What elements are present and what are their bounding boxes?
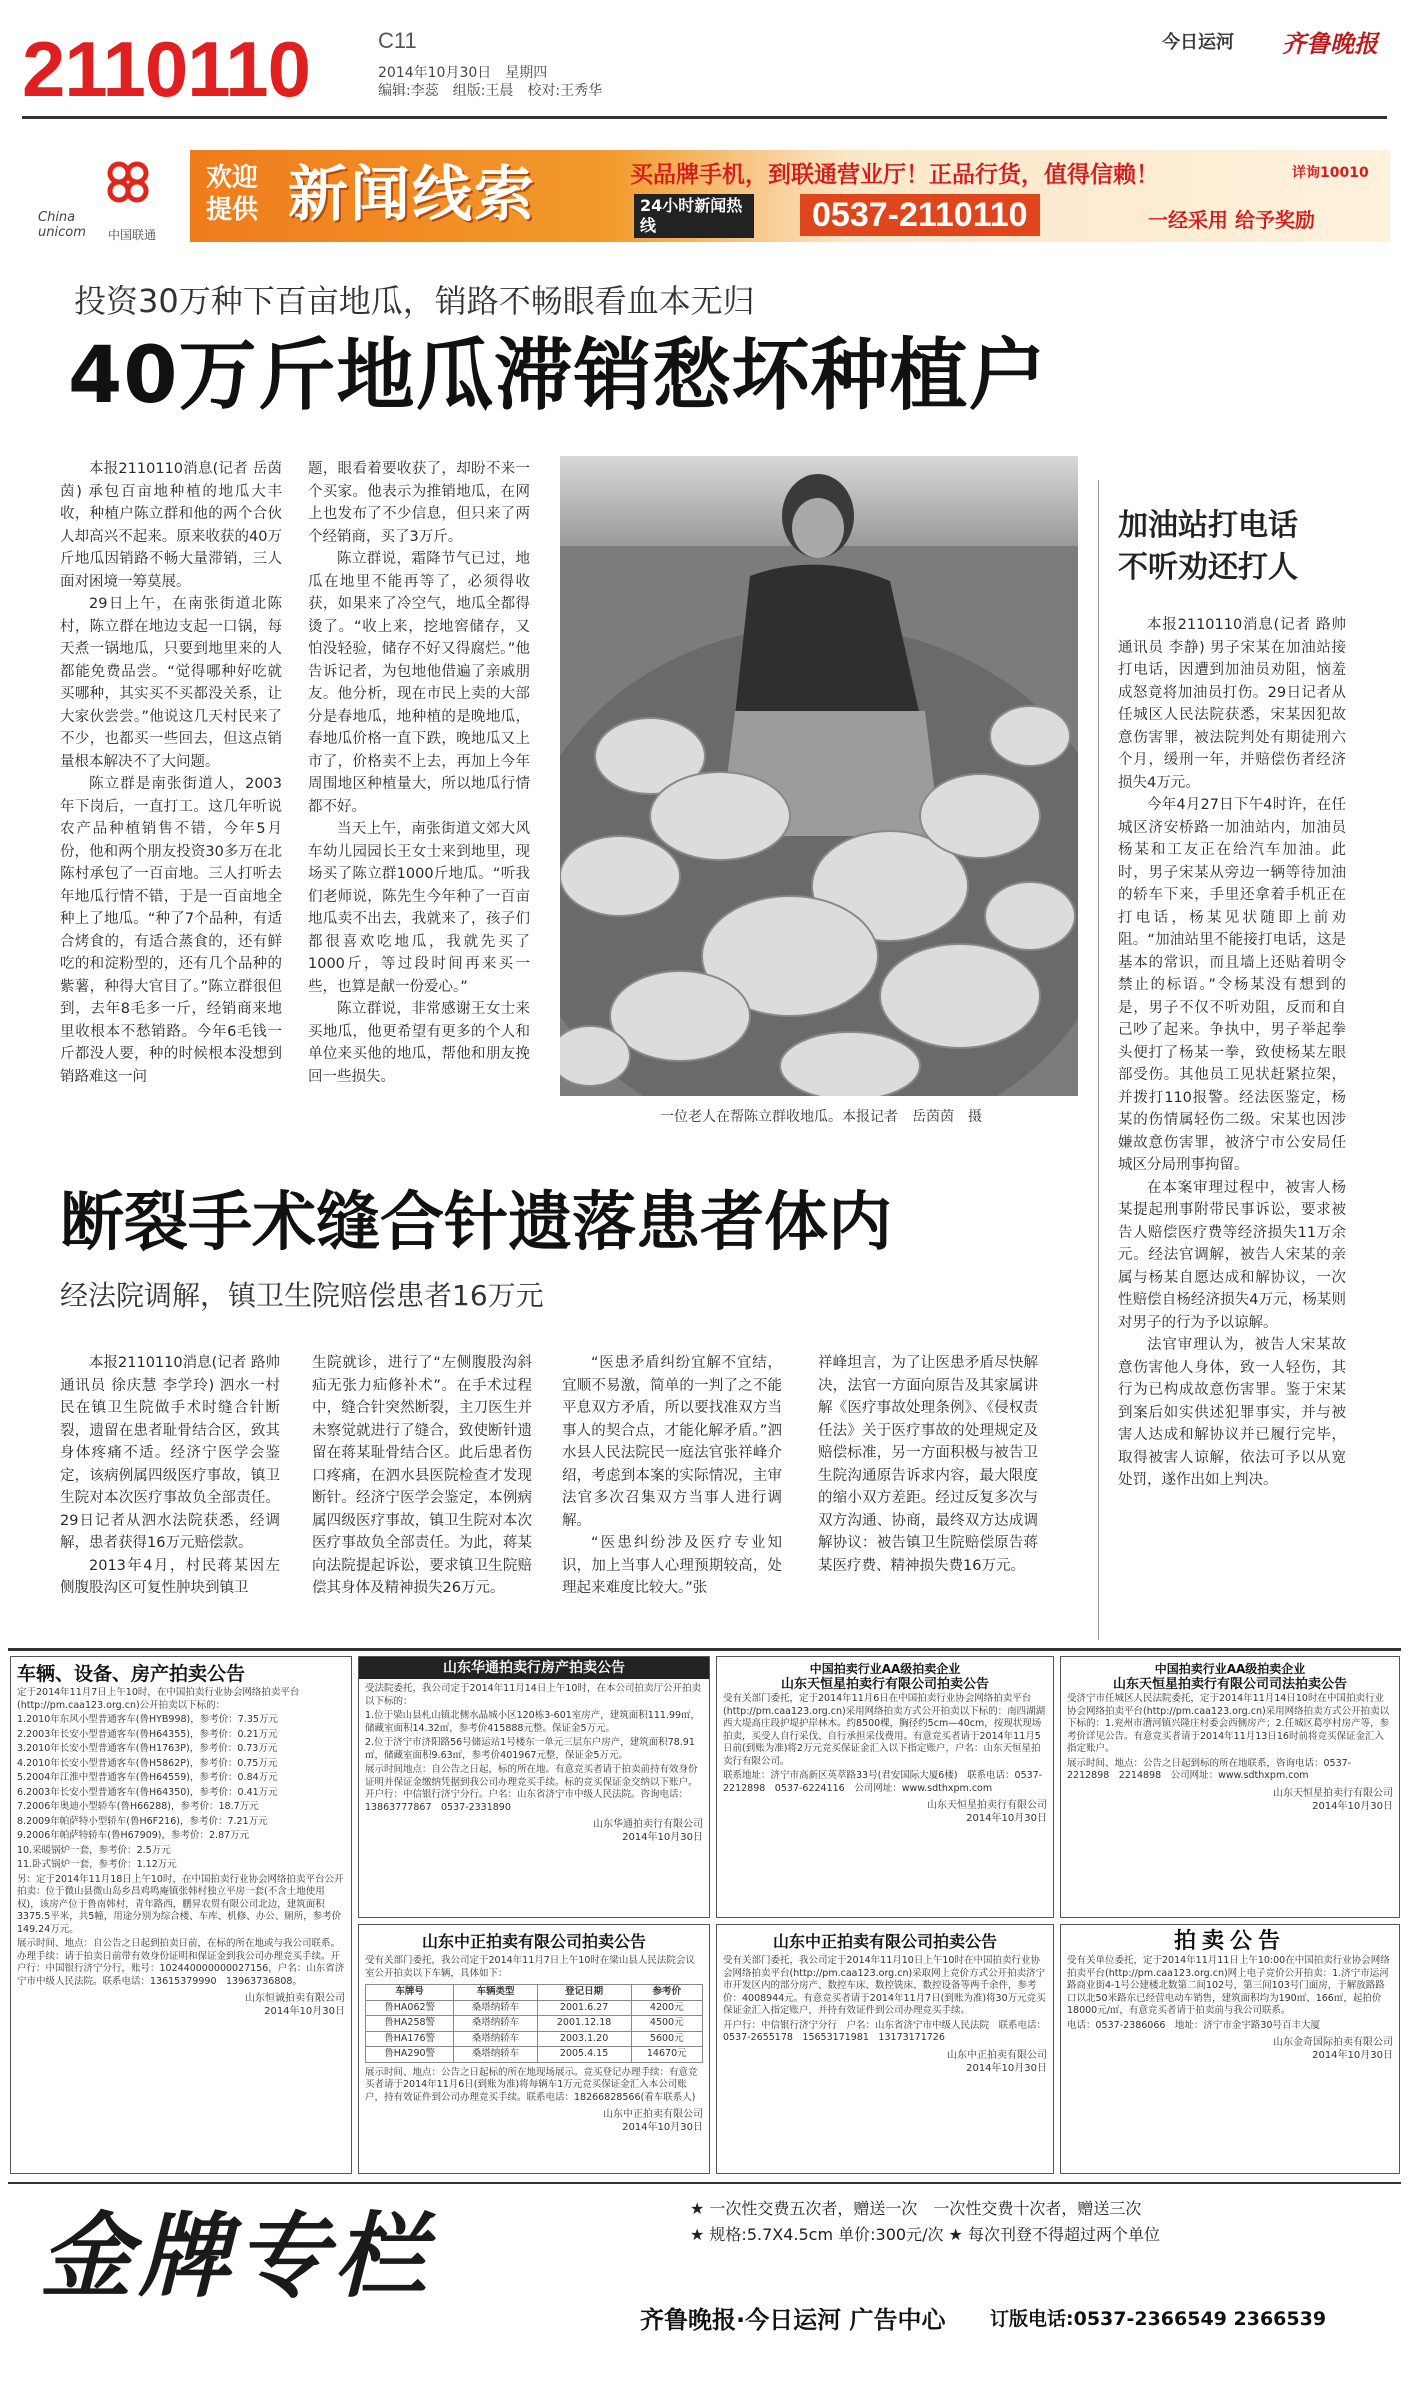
banner-big-title: 新闻线索 (288, 160, 536, 230)
ad-item: 4.2010年长安小型普通客车(鲁H5862P)，参考价：0.75万元 (17, 1757, 278, 1769)
table-cell: 4500元 (631, 2016, 702, 2032)
ad-sign-company: 山东恒诚拍卖有限公司 (245, 1993, 345, 2004)
ad-signature (1067, 2036, 1393, 2062)
table-cell: 2005.4.15 (537, 2047, 631, 2063)
ad-tianhengxing-judicial (1060, 1656, 1400, 1918)
table-header: 车辆类型 (454, 1985, 537, 2001)
ad-item: 11.卧式锅炉一套，参考价：1.12万元 (17, 1859, 177, 1870)
ad-sign-date: 2014年10月30日 (1312, 1800, 1393, 1812)
table-cell: 2001.12.18 (537, 2016, 631, 2032)
article2-para: “医患矛盾纠纷宜解不宜结，宜顺不易激，简单的一判了之不能平息双方矛盾，所以要找准双方当事人的契合点，才能化解矛盾。”泗水县人民法院民一庭法官张祥峰介绍，考虑到本案的实际情况，主审法官多次召集双方当事人进行调解。 (562, 1355, 782, 1529)
ad-signature (17, 1992, 345, 2018)
sidebar-para: 在本案审理过程中，被害人杨某提起刑事附带民事诉讼，要求被告人赔偿医疗费等经济损失11万余元。经法官调解，被告人宋某的亲属与杨某自愿达成和解协议，一次性赔偿自杨经济损失4万元，杨某则对男子的行为予以谅解。 (1118, 1179, 1346, 1331)
article2-subhead: 经法院调解，镇卫生院赔偿患者16万元 (60, 1279, 544, 1312)
table-cell: 桑塔纳轿车 (454, 2047, 537, 2063)
ad-body: 受济宁市任城区人民法院委托，定于2014年11月14日10时在中国拍卖行业协会网络拍卖平台(http://pm.caa123.org.cn)采用网络拍卖方式公开拍卖以下标的：1.兖州市漕河镇兴隆庄村委会西侧房产；2.任城区葛亭村房产等，参考价详见公告。有意竞买者请于2014年11月13日16时前将竞买保证金汇入指定账户。 (1067, 1693, 1390, 1754)
ad-item: 2.位于济宁市济阳路56号储运站1号楼东一单元三层东户房产，建筑面积78.91㎡，储藏室面积9.63㎡，参考价401967元整，保证金5万元。 (365, 1737, 695, 1761)
ad-top-line: 中国拍卖行业AA级拍卖企业 (809, 1662, 961, 1676)
ad-body: 受有关部门委托，定于2014年11月6日在中国拍卖行业协会网络拍卖平台(http://pm.caa123.org.cn)采用网络拍卖方式公开拍卖以下标的：南四湖湖西大堤高庄段护堤护岸林木。约8500棵，胸径约5cm—40cm，按现状现场拍卖，买受人自行采伐、自行承担采伐费用。有意竞买者请于2014年11月5日前(到账为准)将2万元竞买保证金汇入以下指定账户，户名：山东天恒星拍卖行有限公司。 (723, 1693, 1046, 1767)
sidebar-headline (1118, 505, 1378, 589)
ad-title: 拍卖公告 (1173, 1929, 1286, 1954)
article1-para: 当天上午，南张街道文郊大风车幼儿园园长王女士来到地里，现场买了陈立群1000斤地瓜。“听我们老师说，陈先生今年种了一百亩地瓜卖不出去，我就来了，孩子们都很喜欢吃地瓜，我就先买了1000斤，等过段时间再来买一些，也算是献一份爱心。” (308, 821, 530, 995)
footer-phone: 订版电话:0537-2366549 2366539 (990, 2308, 1327, 2330)
ad-sign-date: 2014年10月30日 (1312, 2050, 1393, 2061)
ad-intro: 定于2014年11月7日上午10时，在中国拍卖行业协会网络拍卖平台(http://pm.caa123.org.cn)公开拍卖以下标的： (17, 1687, 300, 1711)
sweet-potato-photo (560, 456, 1078, 1096)
article2-column-3 (562, 1352, 782, 1642)
banner-phone: 0537-2110110 (800, 194, 1040, 236)
ad-sign-date: 2014年10月30日 (622, 2122, 703, 2133)
editors-line: 编辑:李蕊 组版:王晨 校对:王秀华 (378, 83, 603, 99)
banner-slogan: 买品牌手机，到联通营业厅！正品行货，值得信赖！ (630, 162, 1159, 188)
table-cell: 鲁HA258警 (366, 2016, 454, 2032)
article2-para: 2013年4月，村民蒋某因左侧腹股沟区可复性肿块到镇卫 (60, 1557, 280, 1596)
article2-column-1 (60, 1352, 280, 1642)
table-cell: 鲁HA290警 (366, 2047, 454, 2063)
unicom-logo-icon (102, 156, 154, 208)
table-cell: 桑塔纳轿车 (454, 2000, 537, 2016)
ad-signature (365, 2108, 703, 2134)
ad-contact: 展示时间、地点：公告之日起标的所在地现场展示。竞买登记办理手续：有意竞买者请于2014年11月6日(到账为准)将每辆车1万元竞买保证金汇入本公司账户，持有效证件到公司办理竞买手续。联系电话：18266828566(看车联系人) (365, 2066, 698, 2103)
ad-general-auction (1060, 1924, 1400, 2174)
ad-contact: 开户行：中信银行济宁分行 户名：山东省济宁市中级人民法院 联系电话：0537-2655178 15653171981 13173171726 (723, 2019, 1047, 2043)
table-header-row (366, 1985, 703, 2001)
ad-title: 山东华通拍卖行房产拍卖公告 (359, 1657, 709, 1679)
article1-para: 陈立群说，霜降节气已过，地瓜在地里不能再等了，必须得收获，如果来了冷空气，地瓜全都得烫了。“收上来，挖地窖储存，又怕没轻验，储存不好又得腐烂。”他告诉记者，为包地他借遍了亲戚朋友。他分析，现在市民上卖的大部分是春地瓜，地种植的是晚地瓜，春地瓜价格一直下跌，晚地瓜又上市了，价格卖不上去，再加上今年周围地区种植量大，所以地瓜行情都不好。 (308, 551, 530, 815)
article1-kicker: 投资30万种下百亩地瓜，销路不畅眼看血本无归 (74, 282, 755, 320)
date-line: 2014年10月30日 星期四 (378, 65, 548, 81)
ad-contact: 联系地址：济宁市高新区英萃路33号(君安国际大厦6楼) 联系电话：0537-2212898 0537-6224116 公司网址：www.sdthxpm.com (723, 1770, 1043, 1794)
unicom-banner (30, 146, 1390, 246)
ad-item: 1.位于梁山县札山镇北侧水晶城小区120栋3-601室房产，建筑面积111.99㎡，储藏室面积14.32㎡，参考价415888元整。保证金5万元。 (365, 1710, 701, 1734)
ad-intro: 受法院委托，我公司定于2014年11月14日上午10时，在本公司拍卖厅公开拍卖以下标的： (365, 1683, 701, 1707)
ad-item: 9.2006年帕萨特轿车(鲁H67909)，参考价：2.87万元 (17, 1830, 250, 1841)
article2-para: 生院就诊，进行了“左侧腹股沟斜疝无张力疝修补术”。在手术过程中，缝合针突然断裂，主刀医生并未察觉就进行了缝合，致使断针遗留在蒋某耻骨结合区。此后患者伤口疼痛，在泗水县医院检查才发现断针。经济宁医学会鉴定，本例病属四级医疗事故，镇卫生院对本次医疗事故负全部责任。为此，蒋某向法院提起诉讼，要求镇卫生院赔偿其身体及精神损失26万元。 (312, 1355, 532, 1596)
ad-sign-company: 山东天恒星拍卖行有限公司 (1273, 1787, 1393, 1799)
article1-para: 题，眼看着要收获了，却盼不来一个买家。他表示为推销地瓜，在网上也发布了不少信息，但只来了两个经销商，买了3万斤。 (308, 461, 530, 545)
newspaper-logo: 齐鲁晚报 (1282, 29, 1378, 58)
ad-sign-date: 2014年10月30日 (622, 1832, 703, 1843)
ad-top-line: 中国拍卖行业AA级拍卖企业 (1154, 1662, 1306, 1676)
article1-para: 陈立群是南张街道人，2003年下岗后，一直打工。这几年听说农产品种植销售不错，今年5月份，他和两个朋友投资30多万在北陈村承包了一百亩地。三人打听去年地瓜行情不错，于是一百亩地全种上了地瓜。“种了7个品种，有适合烤食的，有适合蒸食的，还有鲜吃的和淀粉型的，还有几个品种的紫薯，种得大官目了。”陈立群很但到，去年8毛多一斤，经销商来地里收根本不愁销路。今年6毛钱一斤都没人要，种的时候根本没想到销路难这一问 (60, 776, 282, 1085)
ad-contact: 展示时间地点：自公告之日起，标的所在地。有意竞买者请于拍卖前持有效身份证明并保证金缴纳凭据到我公司办理竞买手续。标的竞买保证金交纳以下账户。开户行：中信银行济宁分行。户名：山东省济宁市中级人民法院。咨询电话：13863777867 0537-2331890 (365, 1764, 698, 1813)
table-cell: 2003.1.20 (537, 2031, 631, 2047)
article1-headline: 40万斤地瓜滞销愁坏种植户 (68, 331, 1048, 421)
table-cell: 2001.6.27 (537, 2000, 631, 2016)
sidebar-para: 法官审理认为，被告人宋某故意伤害他人身体，致一人轻伤，其行为已构成故意伤害罪。鉴于宋某到案后如实供述犯罪事实，并与被害人达成和解协议并已履行完毕，取得被害人谅解，依法可予以从宽处罚，遂作出如上判决。 (1118, 1337, 1346, 1488)
table-cell: 14670元 (631, 2047, 702, 2063)
sidebar-divider (1098, 480, 1099, 1640)
article1-para: 本报2110110消息(记者 岳茵茵) 承包百亩地种植的地瓜大丰收，种植户陈立群和他的两个合伙人却高兴不起来。原来收获的40万斤地瓜因销路不畅大量滞销，三人面对困境一筹莫展。 (60, 461, 282, 590)
ad-sign-date: 2014年10月30日 (966, 1813, 1047, 1824)
ad-vehicle-auction (10, 1656, 352, 2174)
banner-hours: 24小时新闻热线 (634, 194, 754, 238)
ad-item: 8.2009年帕萨特小型轿车(鲁H6F216)，参考价：7.21万元 (17, 1815, 268, 1827)
table-cell: 桑塔纳轿车 (454, 2031, 537, 2047)
article1-column-1 (60, 458, 282, 1148)
ad-title: 山东中正拍卖有限公司拍卖公告 (421, 1932, 646, 1951)
footer-promo-1: ★ 一次性交费五次者，赠送一次 一次性交费十次者，赠送三次 (690, 2199, 1142, 2218)
table-cell: 5600元 (631, 2031, 702, 2047)
article2-para: 本报2110110消息(记者 路帅 通讯员 徐庆慧 李学玲) 泗水一村民在镇卫生院做手术时缝合针断裂，遗留在患者耻骨结合区，致其身体疼痛不适。经济宁医学会鉴定，该病例属四级医疗事故，镇卫生院对本次医疗事故负全部责任。29日记者从泗水法院获悉，经调解，患者获得16万元赔偿款。 (60, 1355, 280, 1551)
ad-item: 1.2010年东风小型普通客车(鲁HYB998)，参考价：7.35万元 (17, 1714, 278, 1725)
sidebar-headline-line1: 加油站打电话 (1118, 508, 1298, 543)
masthead (0, 0, 1409, 140)
section-name: 今日运河 (1162, 32, 1234, 53)
table-row (366, 2016, 703, 2032)
sidebar-para: 今年4月27日下午4时许，在任城区济安桥路一加油站内，加油员杨某和工友正在给汽车加油。此时，男子宋某从旁边一辆等待加油的轿车下来，手里还拿着手机正在打电话，杨某见状随即上前劝阻。“加油站里不能接打电话，这是基本的常识，而且墙上还贴着明令禁止的标语。”令杨某没有想到的是，男子不仅不听劝阻，反而和自己吵了起来。争执中，男子举起拳头便打了杨某一拳，致使杨某左眼部受伤。其他员工见状赶紧拉架，并拨打110报警。经法医鉴定，杨某的伤情属轻伤二级。宋某也因涉嫌故意伤害罪，被济宁市公安局任城区分局刑事拘留。 (1118, 797, 1346, 1173)
ad-title: 山东天恒星拍卖行有限公司拍卖公告 (780, 1677, 989, 1692)
article2-para: “医患纠纷涉及医疗专业知识，加上当事人心理预期较高，处理起来难度比较大。”张 (562, 1535, 782, 1596)
table-row (366, 2000, 703, 2016)
ad-item: 5.2004年江淮中型普通客车(鲁H64559)，参考价：0.84万元 (17, 1772, 278, 1783)
table-row (366, 2031, 703, 2047)
photo-caption: 一位老人在帮陈立群收地瓜。本报记者 岳茵茵 摄 (660, 1109, 982, 1125)
ad-contact: 电话：0537-2386066 地址：济宁市金宇路30号百丰大厦 (1067, 2019, 1321, 2031)
table-cell: 桑塔纳轿车 (454, 2016, 537, 2032)
ad-signature (1067, 1787, 1393, 1813)
banner-consult: 详询10010 (1292, 165, 1369, 181)
ad-contact: 展示时间、地点：公告之日起到标的所在地联系，咨询电话：0537-2212898 2214898 公司网址：www.sdthxpm.com (1067, 1757, 1352, 1781)
article2-column-2 (312, 1352, 532, 1642)
ad-sign-company: 山东华通拍卖行有限公司 (593, 1819, 703, 1830)
table-header: 登记日期 (537, 1985, 631, 2001)
ad-contact: 展示时间、地点：自公告之日起到拍卖日前，在标的所在地或与我公司联系。办理手续：请于拍卖日前带有效身份证明和保证金到我公司办理竞买手续。开户行：中国银行济宁分行，账号：102440000000027156，户名：山东省济宁市中级人民法院。联系电话：13615379990 13963736808。 (17, 1938, 345, 1987)
ad-item: 3.2010年长安小型普通客车(鲁H1763P)，参考价：0.73万元 (17, 1743, 278, 1754)
footer-org: 齐鲁晚报·今日运河 广告中心 (640, 2306, 946, 2334)
unicom-brand-en: China unicom (38, 210, 86, 240)
ad-signature (365, 1818, 703, 1844)
article1-para: 陈立群说，非常感谢王女士来买地瓜，他更希望有更多的个人和单位来买他的地瓜，帮他和朋友挽回一些损失。 (308, 1001, 530, 1085)
ad-item: 6.2003年长安小型普通客车(鲁H64350)，参考价：0.41万元 (17, 1786, 278, 1798)
table-header: 车牌号 (366, 1985, 454, 2001)
banner-welcome: 欢迎提供 (206, 163, 259, 225)
ad-extra: 另：定于2014年11月18日上午10时，在中国拍卖行业协会网络拍卖平台公开拍卖：位于微山县微山岛乡昌鸡鸣庵镇张韩村独立平房一套(不含土地使用权)，该房产位于鲁南韩村，青年路西，鹏昇农贸有限公司北边，建筑面积3375.5平米，共5幢，用途分别为综合楼、车库、机修、办公、厕所，参考价149.24万元。 (17, 1873, 344, 1935)
ad-sign-company: 山东中正拍卖有限公司 (947, 2049, 1047, 2061)
article2-headline: 断裂手术缝合针遗落患者体内 (60, 1186, 892, 1260)
sidebar-headline-line2: 不听劝还打人 (1118, 550, 1298, 585)
ad-sign-date: 2014年10月30日 (966, 2062, 1047, 2074)
ad-body: 受有关单位委托，定于2014年11月11日上午10:00在中国拍卖行业协会网络拍卖平台(http://pm.caa123.org.cn)网上电子竞价公开拍卖：1.济宁市运河路商业街4-1号公建楼北数第二间102号，第三间103号门面房，于解放路路口以北50米路东已经营电动车销售，建筑面积均为190㎡、166㎡，起拍价18000元/㎡，有意竞买者请于拍卖前与我公司联系。 (1067, 1955, 1390, 2016)
ad-sign-company: 山东金奇国际拍卖有限公司 (1273, 2037, 1393, 2048)
table-cell: 鲁HA062警 (366, 2000, 454, 2016)
table-cell: 4200元 (631, 2000, 702, 2016)
table-row (366, 2047, 703, 2063)
ad-signature (723, 1799, 1047, 1825)
ad-item: 2.2003年长安小型普通客车(鲁H64355)，参考价：0.21万元 (17, 1728, 278, 1740)
hotline-number: 2110110 (22, 25, 311, 113)
ad-title: 车辆、设备、房产拍卖公告 (17, 1663, 246, 1685)
sidebar-body (1118, 614, 1346, 1634)
ad-vehicle-table (365, 1984, 703, 2063)
ad-item: 7.2006年奥迪小型轿车(鲁H66288)，参考价：18.7万元 (17, 1801, 259, 1812)
ad-title: 山东天恒星拍卖行有限公司司法拍卖公告 (1112, 1677, 1347, 1692)
ad-sign-company: 山东中正拍卖有限公司 (603, 2109, 703, 2120)
banner-reward: 一经采用 给予奖励 (1148, 208, 1315, 232)
ad-item: 10.采暖锅炉一套，参考价：2.5万元 (17, 1844, 171, 1856)
article1-para: 29日上午，在南张街道北陈村，陈立群在地边支起一口锅，每天煮一锅地瓜，只要到地里来的人都能免费品尝。“觉得哪种好吃就买哪种，其实买不买都没关系，让大家伙尝尝。”他说这几天村民来了不少，也都买一些回去，但这点销量根本解决不了大问题。 (60, 596, 282, 770)
unicom-brand-cn: 中国联通 (108, 228, 157, 242)
article1-column-2 (308, 458, 530, 1148)
article2-para: 祥峰坦言，为了让医患矛盾尽快解决，法官一方面向原告及其家属讲解《医疗事故处理条例》、《侵权责任法》关于医疗事故的处理规定及赔偿标准，另一方面积极与被告卫生院沟通原告诉求内容，最大限度的缩小双方差距。经过反复多次与双方沟通、协商，最终双方达成调解协议：被告镇卫生院赔偿原告蒋某医疗费、精神损失费16万元。 (818, 1355, 1038, 1574)
sidebar-para: 本报2110110消息(记者 路帅 通讯员 李静) 男子宋某在加油站接打电话，因遭到加油员劝阻，恼羞成怒竟将加油员打伤。29日记者从任城区人民法院获悉，宋某因犯故意伤害罪，被法院判处有期徒刑六个月，缓刑一年，并赔偿伤者经济损失4万元。 (1118, 617, 1346, 791)
ad-zhongzheng-equipment (716, 1924, 1054, 2174)
ad-signature (723, 2049, 1047, 2075)
masthead-rule (22, 116, 1387, 119)
footer-promo-2: ★ 规格:5.7X4.5cm 单价:300元/次 ★ 每次刊登不得超过两个单位 (690, 2225, 1160, 2244)
ads-top-rule (8, 1648, 1401, 1651)
ad-huatong-auction (358, 1656, 710, 1918)
ad-tianhengxing-auction (716, 1656, 1054, 1918)
footer-rule (8, 2182, 1401, 2184)
ad-sign-company: 山东天恒星拍卖行有限公司 (927, 1800, 1047, 1811)
ad-zhongzheng-vehicles (358, 1924, 710, 2174)
page-number: C11 (378, 28, 417, 53)
ad-title: 山东中正拍卖有限公司拍卖公告 (772, 1932, 997, 1951)
ad-sign-date: 2014年10月30日 (264, 2006, 345, 2017)
table-cell: 鲁HA176警 (366, 2031, 454, 2047)
ad-intro: 受有关部门委托，我公司定于2014年11月7日上午10时在梁山县人民法院会议室公开拍卖以下车辆，具体如下： (365, 1955, 695, 1979)
article2-column-4 (818, 1352, 1038, 1642)
table-header: 参考价 (631, 1985, 702, 2001)
ad-body: 受有关部门委托，我公司定于2014年11月10日上午10时在中国拍卖行业协会网络拍卖平台(http://pm.caa123.org.cn)采取网上竞价方式公开拍卖济宁市开发区内的部分房产、数控车床、数控铣床、数控设备等两千余件，参考价：4008944元。有意竞买者请于2014年11月7日(到账为准)将30万元竞买保证金汇入指定账户，并持有效证件到公司办理竞买手续。 (723, 1955, 1046, 2016)
gold-column-calligraphy: 金牌专栏 (40, 2202, 433, 2310)
